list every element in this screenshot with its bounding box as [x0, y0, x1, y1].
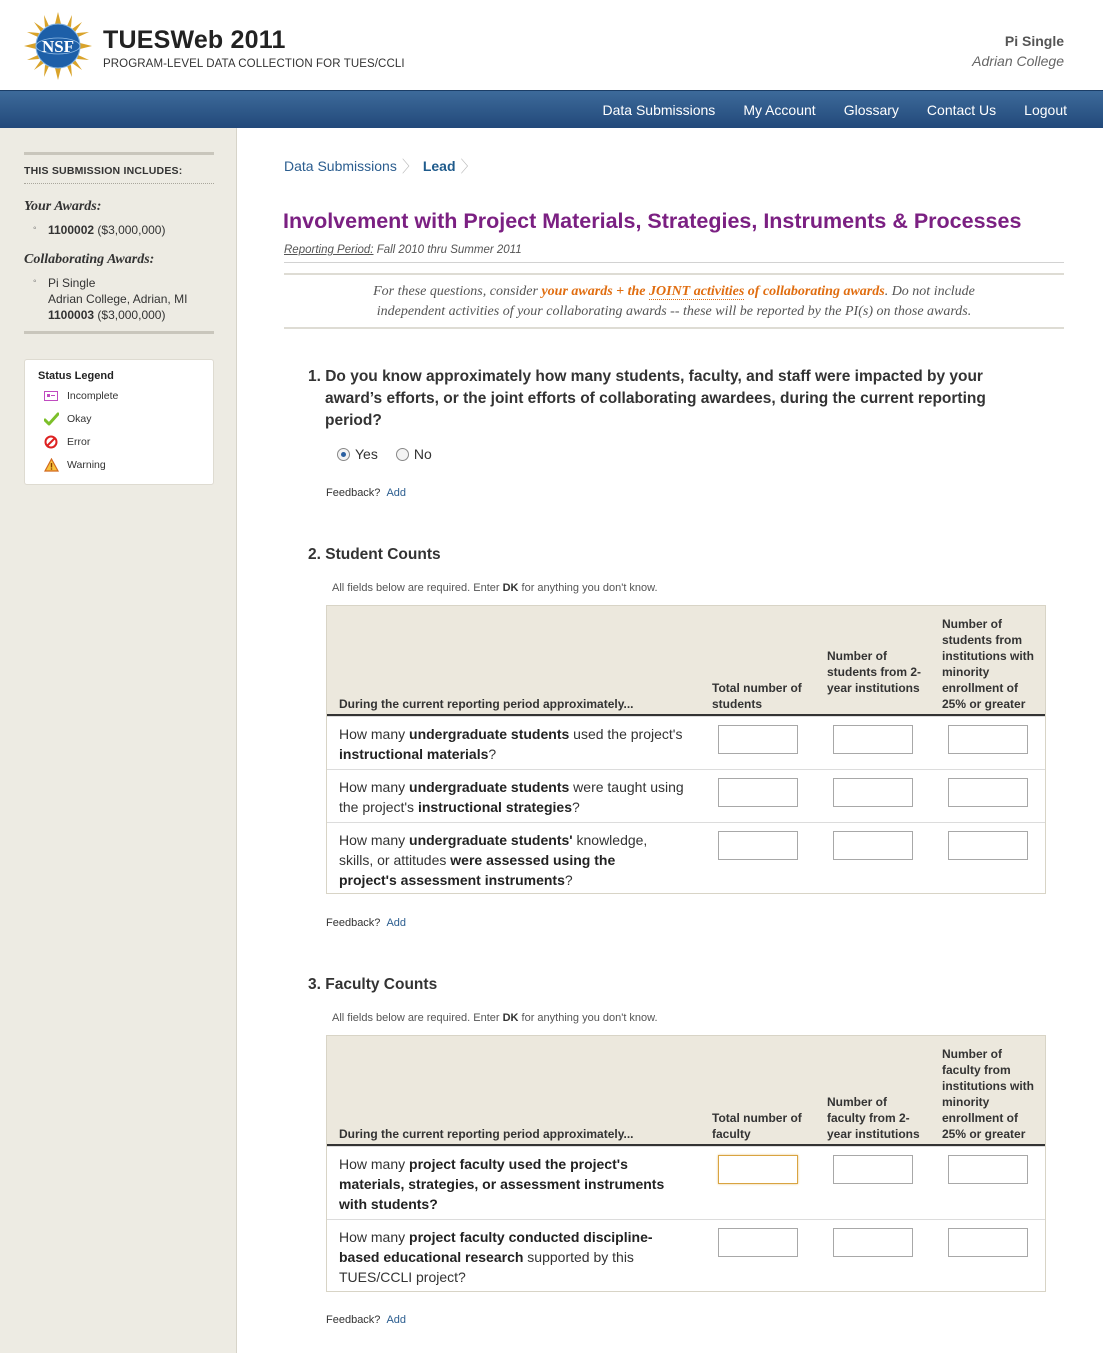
- legend-warning: [43, 457, 106, 473]
- radio-yes[interactable]: [337, 448, 350, 461]
- feedback-label: Feedback?: [326, 917, 381, 929]
- table-header: [327, 606, 1045, 716]
- nav-contact-us[interactable]: Contact Us: [926, 102, 997, 118]
- minority-students-input[interactable]: [948, 725, 1028, 754]
- incomplete-icon: [43, 388, 59, 404]
- row-question: How many project faculty conducted discipline-based educational research supported by this TUES/CCLI project?: [339, 1229, 653, 1285]
- instructions-notice: [284, 273, 1064, 329]
- notice-text: . Do not include: [884, 284, 975, 299]
- total-faculty-input[interactable]: [718, 1155, 798, 1184]
- sidebar-heading: THIS SUBMISSION INCLUDES:: [24, 165, 183, 177]
- notice-text: independent activities of your collaborating awards -- these will be reported by the PI(s) on those awards.: [376, 304, 972, 319]
- question-1-options: [337, 446, 450, 462]
- reporting-period-value: Fall 2010 thru Summer 2011: [376, 244, 522, 256]
- status-legend: [24, 359, 214, 485]
- column-header: Number of students from institutions with minority enrollment of 25% or greater: [942, 617, 1034, 711]
- question-3-title: 3. Faculty Counts: [308, 976, 438, 993]
- table-row: [327, 1219, 1045, 1291]
- checkmark-icon: [43, 411, 59, 427]
- user-organization: Adrian College: [972, 53, 1064, 69]
- your-award-id: 1100002: [48, 223, 95, 237]
- column-header: During the current reporting period approximately...: [339, 1127, 634, 1141]
- radio-no-label[interactable]: No: [413, 446, 432, 462]
- joint-activities-term[interactable]: JOINT activities: [649, 284, 745, 299]
- legend-label: Warning: [67, 459, 106, 471]
- svg-text:NSF: NSF: [41, 37, 75, 56]
- chevron-right-icon: 〉: [401, 159, 418, 176]
- chevron-right-icon: 〉: [460, 159, 477, 176]
- legend-okay: [43, 411, 92, 427]
- column-header: During the current reporting period approximately...: [339, 697, 634, 711]
- required-note: [332, 1012, 658, 1024]
- minority-students-input[interactable]: [948, 831, 1028, 860]
- breadcrumb-lead[interactable]: Lead: [422, 157, 456, 174]
- row-question: How many undergraduate students' knowledge, skills, or attitudes were assessed using the project's assessment instruments?: [339, 832, 648, 888]
- two-year-students-input[interactable]: [833, 831, 913, 860]
- legend-incomplete: [43, 388, 118, 404]
- sidebar-divider: [24, 331, 214, 334]
- column-header: Number of faculty from institutions with minority enrollment of 25% or greater: [942, 1047, 1034, 1141]
- notice-highlight: of collaborating awards: [744, 284, 885, 299]
- your-awards-label: Your Awards:: [24, 199, 102, 214]
- column-header: Number of faculty from 2-year institutions: [827, 1095, 920, 1141]
- minority-faculty-input[interactable]: [948, 1155, 1028, 1184]
- table-row: [327, 1146, 1045, 1219]
- row-question: How many project faculty used the project's materials, strategies, or assessment instruments with students?: [339, 1156, 665, 1212]
- feedback-add-link[interactable]: Add: [386, 1314, 407, 1326]
- legend-label: Error: [67, 436, 91, 448]
- row-question: How many undergraduate students used the project's instructional materials?: [339, 726, 683, 762]
- app-title: TUESWeb 2011: [103, 26, 286, 54]
- radio-yes-label[interactable]: Yes: [355, 446, 378, 462]
- sidebar: [0, 128, 237, 1353]
- nav-glossary[interactable]: Glossary: [843, 102, 899, 118]
- two-year-students-input[interactable]: [833, 778, 913, 807]
- question-2-title: 2. Student Counts: [308, 546, 441, 563]
- table-header: [327, 1036, 1045, 1146]
- feedback-q1: [326, 487, 406, 499]
- feedback-q3: [326, 1314, 406, 1326]
- breadcrumb: [284, 154, 482, 177]
- bullet-icon: ◦: [33, 276, 37, 287]
- breadcrumb-data-submissions[interactable]: Data Submissions: [284, 157, 397, 174]
- row-question: How many undergraduate students were taught using the project's instructional strategies?: [339, 779, 684, 815]
- main-content: [237, 128, 1103, 1353]
- sidebar-dotted-divider: [24, 183, 214, 184]
- header: [0, 0, 1103, 90]
- legend-title: Status Legend: [38, 370, 114, 382]
- user-name: Pi Single: [1004, 33, 1064, 49]
- faculty-counts-table: [326, 1035, 1046, 1292]
- error-icon: [43, 434, 59, 450]
- collab-award-item: [48, 308, 165, 322]
- reporting-period-label: Reporting Period:: [284, 244, 374, 256]
- your-award-item: [48, 223, 165, 237]
- legend-label: Okay: [67, 413, 92, 425]
- reporting-period: [284, 244, 522, 256]
- two-year-students-input[interactable]: [833, 725, 913, 754]
- table-row: [327, 822, 1045, 893]
- total-students-input[interactable]: [718, 831, 798, 860]
- collaborating-awards-label: Collaborating Awards:: [24, 252, 155, 267]
- note-text: All fields below are required. Enter: [332, 582, 503, 594]
- feedback-q2: [326, 917, 406, 929]
- total-students-input[interactable]: [718, 778, 798, 807]
- feedback-label: Feedback?: [326, 1314, 381, 1326]
- divider: [284, 262, 1064, 263]
- legend-error: [43, 434, 90, 450]
- table-row: [327, 769, 1045, 822]
- student-counts-table: [326, 605, 1046, 894]
- feedback-add-link[interactable]: Add: [386, 487, 407, 499]
- collab-location: Adrian College, Adrian, MI: [48, 292, 188, 306]
- required-note: [332, 582, 658, 594]
- legend-label: Incomplete: [67, 390, 119, 402]
- nsf-logo: [24, 12, 92, 80]
- minority-students-input[interactable]: [948, 778, 1028, 807]
- main-nav: [0, 90, 1103, 128]
- minority-faculty-input[interactable]: [948, 1228, 1028, 1257]
- nav-logout[interactable]: Logout: [1024, 102, 1067, 118]
- total-faculty-input[interactable]: [718, 1228, 798, 1257]
- nav-data-submissions[interactable]: Data Submissions: [602, 102, 716, 118]
- column-header: Number of students from 2-year institutions: [827, 649, 922, 695]
- two-year-faculty-input[interactable]: [833, 1155, 913, 1184]
- note-dk: DK: [502, 582, 519, 594]
- feedback-add-link[interactable]: Add: [386, 917, 407, 929]
- radio-no[interactable]: [396, 448, 409, 461]
- note-text: for anything you don't know.: [518, 582, 658, 594]
- note-text: All fields below are required. Enter: [332, 1012, 503, 1024]
- notice-text: For these questions, consider: [373, 284, 542, 299]
- column-header: Total number of students: [712, 681, 802, 711]
- collab-award-amount: ($3,000,000): [97, 308, 166, 322]
- sidebar-divider: [24, 152, 214, 155]
- bullet-icon: ◦: [33, 223, 37, 234]
- warning-icon: [43, 457, 59, 473]
- page-title: Involvement with Project Materials, Strategies, Instruments & Processes: [283, 209, 1022, 233]
- collab-award-id: 1100003: [48, 308, 95, 322]
- app-subtitle: PROGRAM-LEVEL DATA COLLECTION FOR TUES/CCLI: [103, 58, 405, 70]
- column-header: Total number of faculty: [712, 1111, 802, 1141]
- total-students-input[interactable]: [718, 725, 798, 754]
- feedback-label: Feedback?: [326, 487, 381, 499]
- your-award-amount: ($3,000,000): [97, 223, 166, 237]
- nav-my-account[interactable]: My Account: [743, 102, 816, 118]
- collab-name: Pi Single: [48, 276, 96, 290]
- notice-highlight: your awards + the: [541, 284, 650, 299]
- two-year-faculty-input[interactable]: [833, 1228, 913, 1257]
- question-1-title: 1. Do you know approximately how many students, faculty, and staff were impacted by your award’s efforts, or the joint efforts of collaborating awardees, during the current reporting period?: [308, 368, 986, 429]
- note-text: for anything you don't know.: [518, 1012, 658, 1024]
- table-row: [327, 716, 1045, 769]
- note-dk: DK: [502, 1012, 519, 1024]
